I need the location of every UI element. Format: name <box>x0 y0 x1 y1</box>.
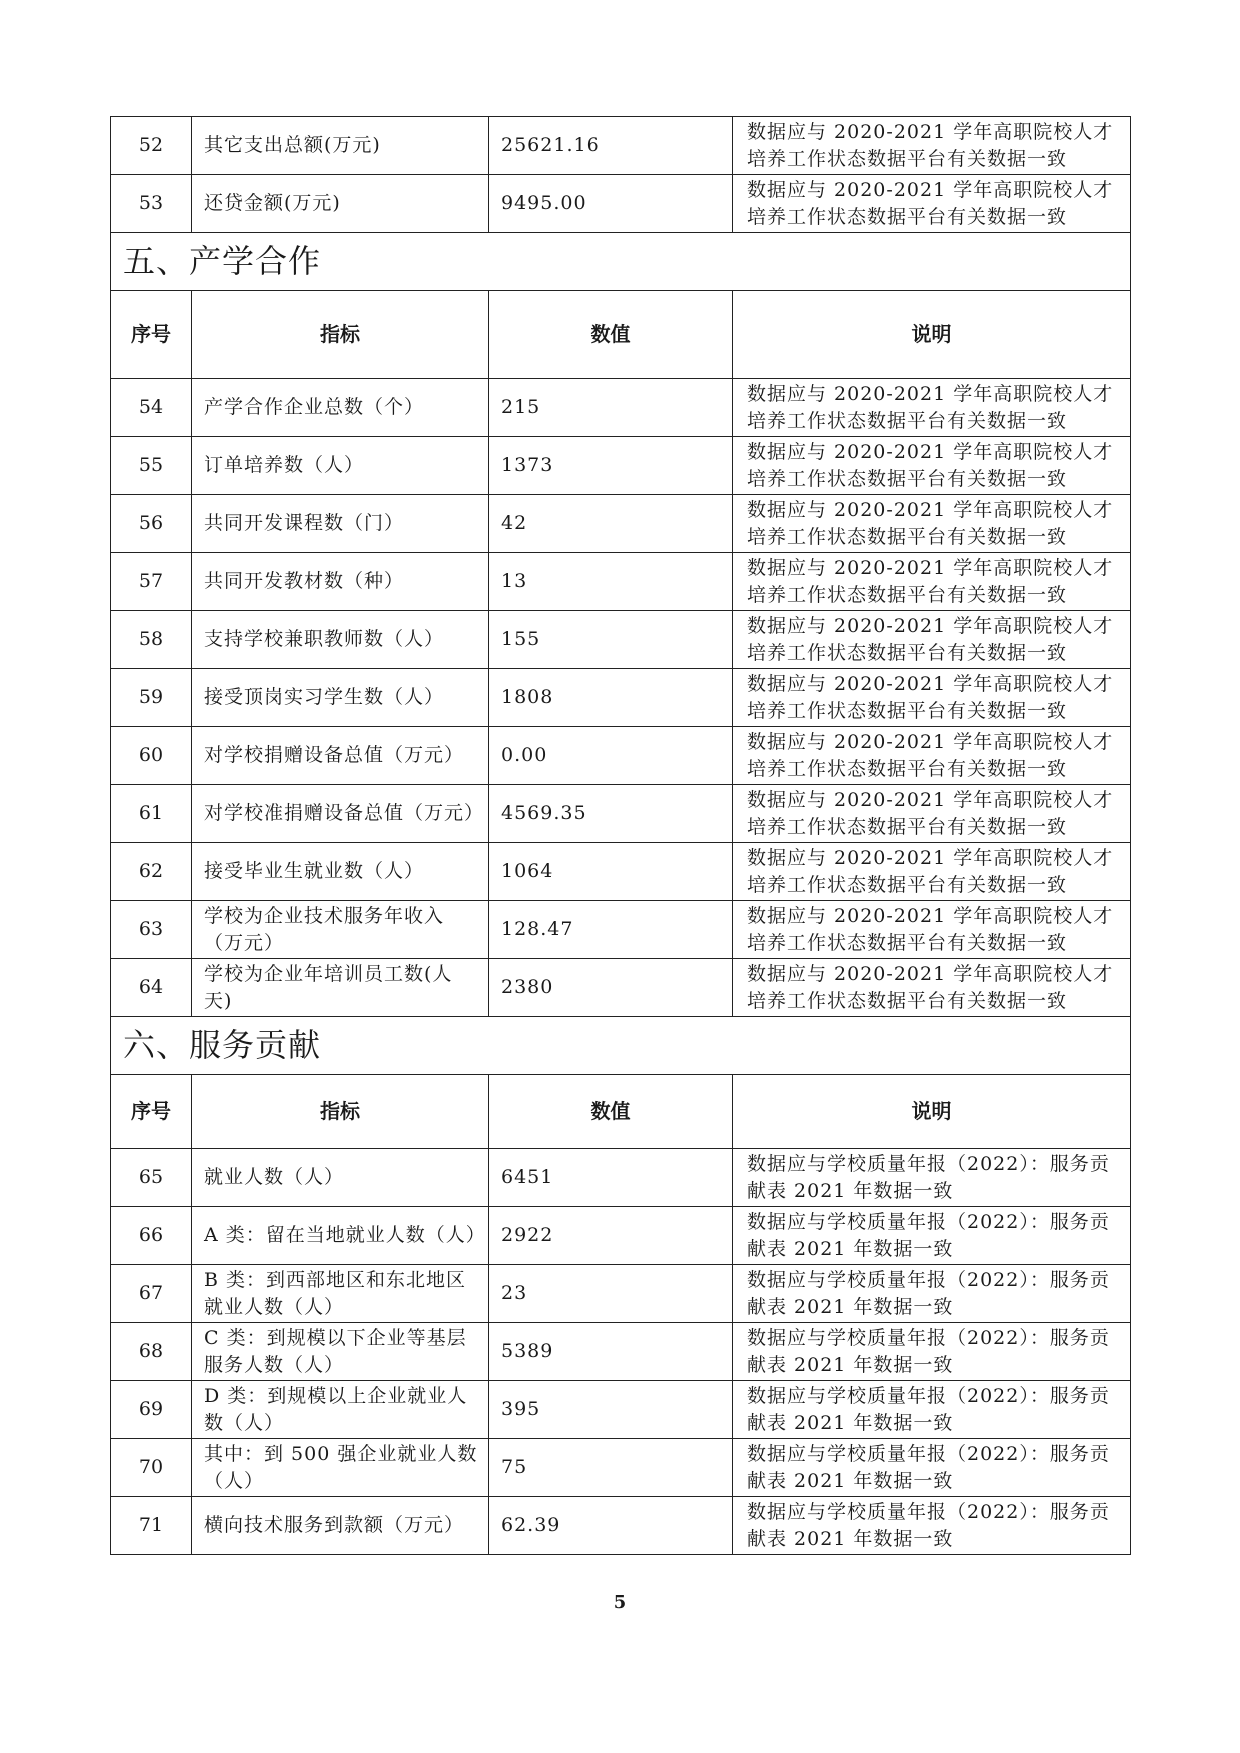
indicator-note: 数据应与 2020-2021 学年高职院校人才培养工作状态数据平台有关数据一致 <box>733 901 1131 959</box>
indicator-note: 数据应与 2020-2021 学年高职院校人才培养工作状态数据平台有关数据一致 <box>733 727 1131 785</box>
indicator-note: 数据应与学校质量年报（2022）：服务贡献表 2021 年数据一致 <box>733 1265 1131 1323</box>
row-number: 56 <box>111 495 192 553</box>
indicator-value: 9495.00 <box>489 175 733 233</box>
table-row <box>111 959 1131 1017</box>
table-row <box>111 1323 1131 1381</box>
header-row <box>111 1075 1131 1149</box>
row-number: 60 <box>111 727 192 785</box>
row-number: 70 <box>111 1439 192 1497</box>
indicator-note: 数据应与 2020-2021 学年高职院校人才培养工作状态数据平台有关数据一致 <box>733 785 1131 843</box>
indicator-name: C 类：到规模以下企业等基层服务人数（人） <box>192 1323 489 1381</box>
table-row <box>111 1381 1131 1439</box>
indicator-name: 其中：到 500 强企业就业人数（人） <box>192 1439 489 1497</box>
table-row <box>111 1265 1131 1323</box>
table-row <box>111 117 1131 175</box>
indicator-value: 4569.35 <box>489 785 733 843</box>
row-number: 69 <box>111 1381 192 1439</box>
col-header-no: 序号 <box>111 291 192 379</box>
indicator-value: 75 <box>489 1439 733 1497</box>
row-number: 63 <box>111 901 192 959</box>
section-row <box>111 233 1131 291</box>
indicator-value: 1373 <box>489 437 733 495</box>
indicator-note: 数据应与 2020-2021 学年高职院校人才培养工作状态数据平台有关数据一致 <box>733 553 1131 611</box>
indicator-value: 215 <box>489 379 733 437</box>
indicator-name: 共同开发课程数（门） <box>192 495 489 553</box>
table-row <box>111 901 1131 959</box>
row-number: 55 <box>111 437 192 495</box>
row-number: 68 <box>111 1323 192 1381</box>
table-row <box>111 1439 1131 1497</box>
indicator-note: 数据应与 2020-2021 学年高职院校人才培养工作状态数据平台有关数据一致 <box>733 117 1131 175</box>
table-row <box>111 843 1131 901</box>
indicator-name: 对学校捐赠设备总值（万元） <box>192 727 489 785</box>
table-row <box>111 1207 1131 1265</box>
table-row <box>111 1149 1131 1207</box>
indicator-note: 数据应与 2020-2021 学年高职院校人才培养工作状态数据平台有关数据一致 <box>733 959 1131 1017</box>
indicator-note: 数据应与 2020-2021 学年高职院校人才培养工作状态数据平台有关数据一致 <box>733 495 1131 553</box>
indicator-value: 13 <box>489 553 733 611</box>
indicator-value: 2922 <box>489 1207 733 1265</box>
row-number: 71 <box>111 1497 192 1555</box>
page-number: 5 <box>613 1592 627 1613</box>
indicator-name: 学校为企业技术服务年收入（万元） <box>192 901 489 959</box>
indicator-name: 支持学校兼职教师数（人） <box>192 611 489 669</box>
indicator-name: 还贷金额(万元) <box>192 175 489 233</box>
indicator-value: 128.47 <box>489 901 733 959</box>
indicator-note: 数据应与 2020-2021 学年高职院校人才培养工作状态数据平台有关数据一致 <box>733 611 1131 669</box>
section-row <box>111 1017 1131 1075</box>
indicator-name: 就业人数（人） <box>192 1149 489 1207</box>
indicator-note: 数据应与学校质量年报（2022）：服务贡献表 2021 年数据一致 <box>733 1439 1131 1497</box>
indicator-name: B 类：到西部地区和东北地区就业人数（人） <box>192 1265 489 1323</box>
indicator-value: 23 <box>489 1265 733 1323</box>
indicator-table <box>110 116 1131 1555</box>
col-header-value: 数值 <box>489 291 733 379</box>
indicator-value: 5389 <box>489 1323 733 1381</box>
section-title: 六、服务贡献 <box>111 1017 1131 1075</box>
section-title: 五、产学合作 <box>111 233 1131 291</box>
indicator-value: 6451 <box>489 1149 733 1207</box>
col-header-indicator: 指标 <box>192 291 489 379</box>
row-number: 59 <box>111 669 192 727</box>
table-row <box>111 175 1131 233</box>
indicator-note: 数据应与学校质量年报（2022）：服务贡献表 2021 年数据一致 <box>733 1381 1131 1439</box>
indicator-name: 订单培养数（人） <box>192 437 489 495</box>
row-number: 61 <box>111 785 192 843</box>
indicator-value: 155 <box>489 611 733 669</box>
table-row <box>111 437 1131 495</box>
table-row <box>111 785 1131 843</box>
col-header-indicator: 指标 <box>192 1075 489 1149</box>
indicator-name: 共同开发教材数（种） <box>192 553 489 611</box>
table-row <box>111 669 1131 727</box>
row-number: 66 <box>111 1207 192 1265</box>
row-number: 52 <box>111 117 192 175</box>
indicator-note: 数据应与 2020-2021 学年高职院校人才培养工作状态数据平台有关数据一致 <box>733 843 1131 901</box>
indicator-name: 学校为企业年培训员工数(人天) <box>192 959 489 1017</box>
row-number: 65 <box>111 1149 192 1207</box>
indicator-value: 2380 <box>489 959 733 1017</box>
row-number: 64 <box>111 959 192 1017</box>
indicator-value: 25621.16 <box>489 117 733 175</box>
indicator-note: 数据应与学校质量年报（2022）：服务贡献表 2021 年数据一致 <box>733 1207 1131 1265</box>
col-header-note: 说明 <box>733 291 1131 379</box>
col-header-note: 说明 <box>733 1075 1131 1149</box>
table-row <box>111 1497 1131 1555</box>
indicator-value: 1808 <box>489 669 733 727</box>
row-number: 53 <box>111 175 192 233</box>
indicator-value: 1064 <box>489 843 733 901</box>
row-number: 62 <box>111 843 192 901</box>
col-header-no: 序号 <box>111 1075 192 1149</box>
table-row <box>111 379 1131 437</box>
indicator-name: 接受毕业生就业数（人） <box>192 843 489 901</box>
indicator-note: 数据应与 2020-2021 学年高职院校人才培养工作状态数据平台有关数据一致 <box>733 175 1131 233</box>
indicator-value: 42 <box>489 495 733 553</box>
indicator-name: A 类：留在当地就业人数（人） <box>192 1207 489 1265</box>
indicator-name: D 类：到规模以上企业就业人数（人） <box>192 1381 489 1439</box>
table-row <box>111 495 1131 553</box>
indicator-note: 数据应与 2020-2021 学年高职院校人才培养工作状态数据平台有关数据一致 <box>733 437 1131 495</box>
header-row <box>111 291 1131 379</box>
indicator-value: 0.00 <box>489 727 733 785</box>
indicator-name: 接受顶岗实习学生数（人） <box>192 669 489 727</box>
indicator-name: 其它支出总额(万元) <box>192 117 489 175</box>
table-row <box>111 611 1131 669</box>
col-header-value: 数值 <box>489 1075 733 1149</box>
indicator-name: 产学合作企业总数（个） <box>192 379 489 437</box>
indicator-note: 数据应与 2020-2021 学年高职院校人才培养工作状态数据平台有关数据一致 <box>733 379 1131 437</box>
row-number: 54 <box>111 379 192 437</box>
row-number: 67 <box>111 1265 192 1323</box>
indicator-note: 数据应与学校质量年报（2022）：服务贡献表 2021 年数据一致 <box>733 1323 1131 1381</box>
indicator-note: 数据应与学校质量年报（2022）：服务贡献表 2021 年数据一致 <box>733 1497 1131 1555</box>
indicator-note: 数据应与 2020-2021 学年高职院校人才培养工作状态数据平台有关数据一致 <box>733 669 1131 727</box>
indicator-name: 横向技术服务到款额（万元） <box>192 1497 489 1555</box>
row-number: 58 <box>111 611 192 669</box>
table-row <box>111 727 1131 785</box>
row-number: 57 <box>111 553 192 611</box>
indicator-value: 395 <box>489 1381 733 1439</box>
table-row <box>111 553 1131 611</box>
indicator-note: 数据应与学校质量年报（2022）：服务贡献表 2021 年数据一致 <box>733 1149 1131 1207</box>
indicator-name: 对学校准捐赠设备总值（万元） <box>192 785 489 843</box>
indicator-value: 62.39 <box>489 1497 733 1555</box>
